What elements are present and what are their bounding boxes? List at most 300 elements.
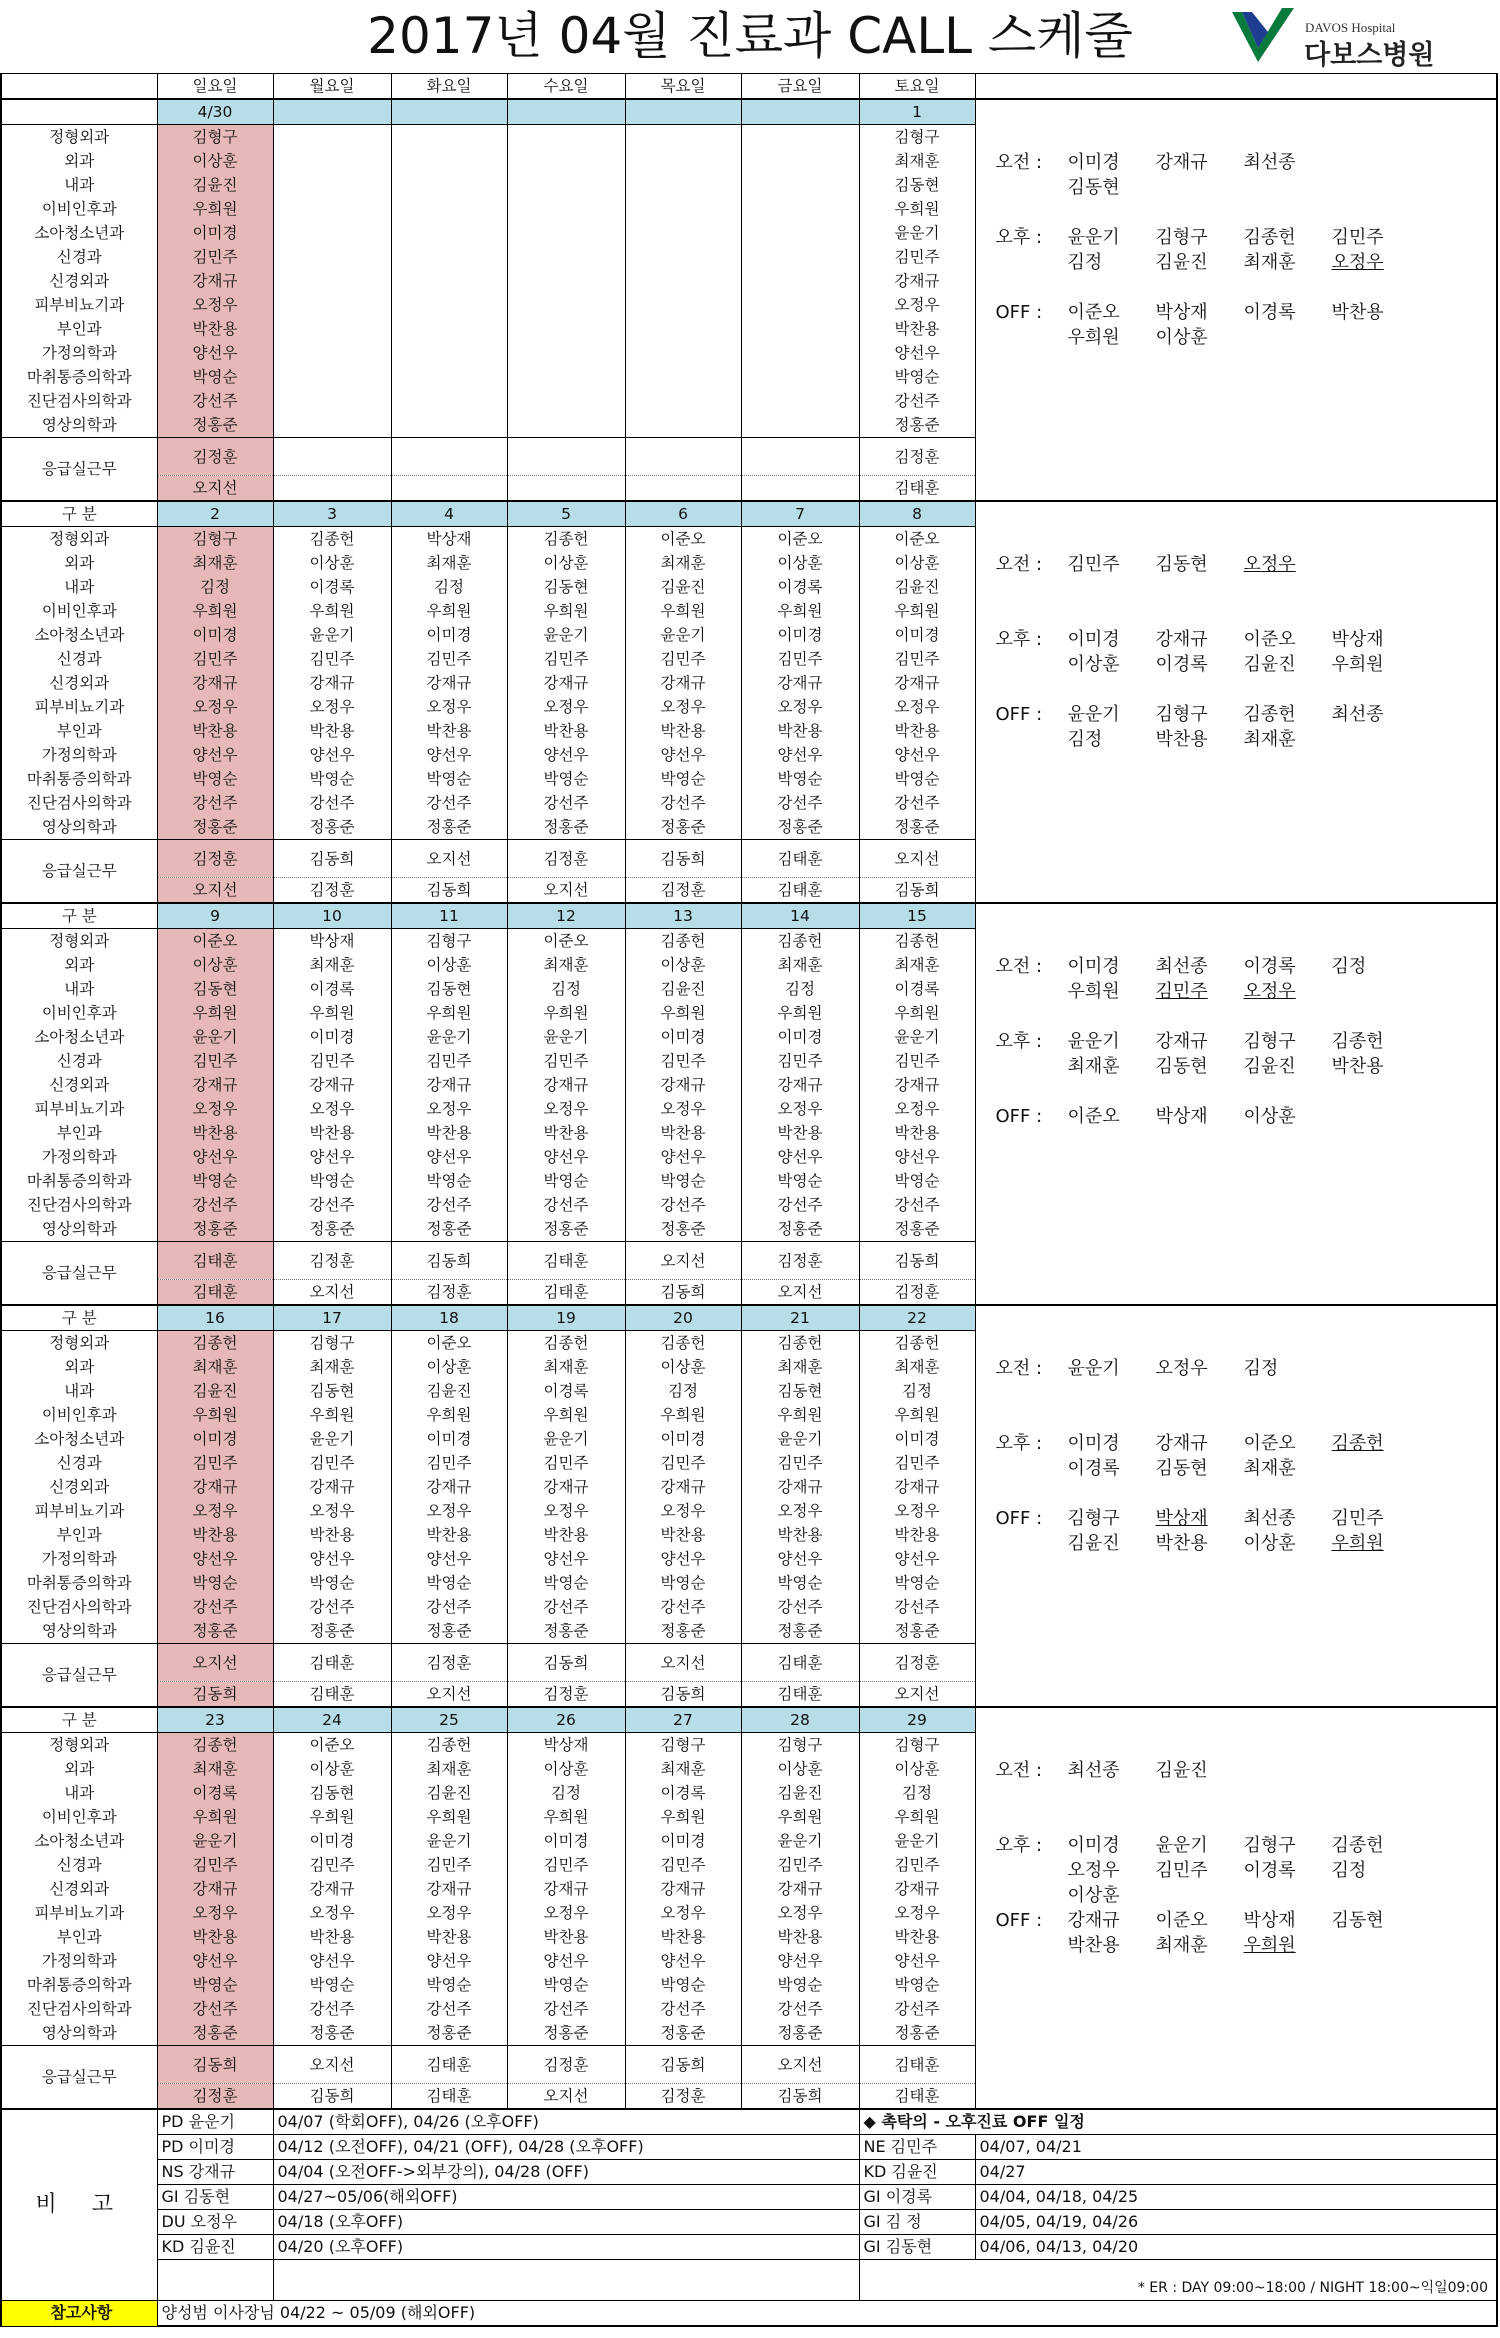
date-cell: 11 — [391, 903, 507, 929]
staff-name: 박찬용 — [1067, 1935, 1120, 1956]
date-cell: 22 — [859, 1305, 975, 1331]
duty-cell: 정홍준 — [859, 815, 975, 840]
duty-cell: 이미경 — [625, 1829, 741, 1853]
er-duty-cell: 김동희 — [157, 1682, 273, 1708]
duty-cell: 김동현 — [507, 575, 625, 599]
staff-name: 박상재 — [1155, 302, 1208, 323]
er-duty-cell: 김태훈 — [859, 2084, 975, 2110]
er-duty-cell: 김태훈 — [391, 2084, 507, 2110]
duty-cell: 박영순 — [507, 1571, 625, 1595]
section-label — [1, 99, 157, 125]
staff-name: 이상훈 — [1243, 1533, 1296, 1554]
date-cell: 3 — [273, 501, 391, 527]
er-duty-cell: 김태훈 — [273, 1682, 391, 1708]
duty-summary — [975, 1707, 1497, 2109]
off-line — [996, 703, 1420, 727]
er-duty-cell: 김태훈 — [859, 2046, 975, 2084]
duty-cell: 김윤진 — [741, 1781, 859, 1805]
duty-cell: 이준오 — [741, 527, 859, 552]
duty-cell: 우희원 — [157, 599, 273, 623]
staff-name: 오정우 — [1155, 1358, 1208, 1379]
duty-cell: 강선주 — [741, 1595, 859, 1619]
duty-cell: 김민주 — [273, 1049, 391, 1073]
duty-cell: 김민주 — [859, 1451, 975, 1475]
pm-line — [996, 1884, 1156, 1908]
duty-cell — [507, 173, 625, 197]
duty-cell: 박영순 — [391, 1973, 507, 1997]
duty-cell — [625, 317, 741, 341]
er-duty-cell: 김태훈 — [741, 1682, 859, 1708]
department-label: 마취통증의학과 — [1, 1169, 157, 1193]
duty-cell: 오정우 — [157, 293, 273, 317]
duty-cell — [507, 245, 625, 269]
duty-cell: 강선주 — [273, 1595, 391, 1619]
duty-cell: 정홍준 — [157, 413, 273, 438]
pm-label: 오후 : — [995, 1835, 1043, 1856]
duty-cell: 양선우 — [625, 743, 741, 767]
department-label: 부인과 — [1, 1523, 157, 1547]
duty-cell: 김민주 — [391, 1049, 507, 1073]
staff-name: 우희원 — [1331, 1533, 1384, 1554]
duty-cell: 이준오 — [625, 527, 741, 552]
er-duty-cell: 김정훈 — [859, 1280, 975, 1306]
staff-name: 우희원 — [1243, 1935, 1296, 1956]
duty-cell — [625, 365, 741, 389]
duty-cell — [391, 149, 507, 173]
department-label: 신경외과 — [1, 1475, 157, 1499]
remark-blank — [273, 2260, 859, 2301]
department-label: 부인과 — [1, 719, 157, 743]
er-duty-cell: 김태훈 — [157, 1280, 273, 1306]
duty-cell: 김형구 — [859, 125, 975, 150]
pm-label: 오후 : — [995, 629, 1043, 650]
duty-cell: 정홍준 — [625, 1619, 741, 1644]
department-label: 외과 — [1, 149, 157, 173]
duty-cell — [741, 173, 859, 197]
duty-cell: 이준오 — [273, 1733, 391, 1758]
er-duty-cell: 김정훈 — [391, 1644, 507, 1682]
duty-cell: 윤운기 — [507, 623, 625, 647]
duty-cell: 김정 — [859, 1781, 975, 1805]
duty-cell: 윤운기 — [391, 1829, 507, 1853]
er-label: 응급실근무 — [1, 840, 157, 904]
staff-name: 최선종 — [1155, 956, 1208, 977]
duty-cell: 김민주 — [741, 647, 859, 671]
department-label: 가정의학과 — [1, 1145, 157, 1169]
duty-cell: 김민주 — [157, 1049, 273, 1073]
duty-cell: 박찬용 — [391, 1121, 507, 1145]
department-label: 신경외과 — [1, 1073, 157, 1097]
staff-name: 이준오 — [1243, 1433, 1296, 1454]
er-label: 응급실근무 — [1, 1644, 157, 1708]
duty-cell: 정홍준 — [391, 2021, 507, 2046]
duty-cell: 김윤진 — [157, 1379, 273, 1403]
corner-cell — [1, 74, 157, 100]
duty-cell: 양선우 — [859, 1949, 975, 1973]
duty-cell: 김민주 — [157, 245, 273, 269]
duty-cell: 정홍준 — [507, 1217, 625, 1242]
duty-cell — [507, 125, 625, 150]
duty-cell: 정홍준 — [157, 815, 273, 840]
duty-cell: 우희원 — [741, 1805, 859, 1829]
duty-cell: 이미경 — [859, 623, 975, 647]
day-header: 수요일 — [507, 74, 625, 100]
consultant-dates: 04/06, 04/13, 04/20 — [975, 2235, 1497, 2260]
off-label: OFF : — [995, 1910, 1043, 1931]
date-cell: 13 — [625, 903, 741, 929]
duty-cell: 박찬용 — [157, 1925, 273, 1949]
duty-cell: 박영순 — [157, 365, 273, 389]
duty-cell: 김민주 — [625, 1853, 741, 1877]
duty-cell: 박찬용 — [741, 1925, 859, 1949]
duty-cell: 김종헌 — [625, 929, 741, 954]
er-duty-cell: 오지선 — [273, 2046, 391, 2084]
duty-cell — [273, 341, 391, 365]
duty-cell: 김윤진 — [625, 977, 741, 1001]
duty-cell: 정홍준 — [625, 1217, 741, 1242]
duty-cell: 김종헌 — [741, 1331, 859, 1356]
date-cell: 8 — [859, 501, 975, 527]
duty-cell — [273, 149, 391, 173]
staff-name: 최재훈 — [1243, 1458, 1296, 1479]
er-duty-cell: 김동희 — [157, 2046, 273, 2084]
duty-cell: 이경록 — [507, 1379, 625, 1403]
staff-name: 윤운기 — [1067, 704, 1120, 725]
staff-name: 이경록 — [1243, 956, 1296, 977]
er-duty-cell: 김동희 — [625, 840, 741, 878]
duty-cell: 이미경 — [625, 1025, 741, 1049]
date-cell: 28 — [741, 1707, 859, 1733]
er-duty-cell: 김태훈 — [507, 1242, 625, 1280]
duty-cell: 오정우 — [507, 1901, 625, 1925]
staff-name: 이상훈 — [1067, 1885, 1120, 1906]
off-label: OFF : — [995, 1106, 1043, 1127]
staff-name: 이미경 — [1067, 152, 1120, 173]
duty-cell: 김민주 — [391, 1451, 507, 1475]
remark-doctor: DU 오정우 — [157, 2210, 273, 2235]
duty-cell: 김민주 — [507, 647, 625, 671]
duty-cell: 김민주 — [625, 1049, 741, 1073]
duty-cell — [391, 221, 507, 245]
duty-cell: 김민주 — [157, 1853, 273, 1877]
duty-cell: 우희원 — [157, 197, 273, 221]
duty-cell: 양선우 — [859, 743, 975, 767]
staff-name: 박찬용 — [1331, 1056, 1384, 1077]
duty-cell: 김동현 — [391, 977, 507, 1001]
duty-cell — [507, 317, 625, 341]
duty-cell: 박영순 — [625, 1973, 741, 1997]
duty-cell — [741, 365, 859, 389]
duty-cell: 우희원 — [741, 599, 859, 623]
staff-name: 박상재 — [1155, 1106, 1208, 1127]
er-duty-cell: 김정훈 — [157, 2084, 273, 2110]
duty-cell: 양선우 — [391, 1949, 507, 1973]
remark-doctor: KD 김윤진 — [157, 2235, 273, 2260]
off-line — [996, 1507, 1420, 1531]
duty-cell — [391, 365, 507, 389]
staff-name: 김종헌 — [1331, 1031, 1384, 1052]
remark-text: 04/27~05/06(해외OFF) — [273, 2185, 859, 2210]
staff-name: 이준오 — [1067, 302, 1120, 323]
duty-cell: 양선우 — [157, 1547, 273, 1571]
duty-cell: 김민주 — [391, 1853, 507, 1877]
duty-cell — [741, 149, 859, 173]
reference-row — [1, 2301, 1497, 2327]
duty-cell: 김정 — [507, 977, 625, 1001]
duty-cell: 우희원 — [273, 599, 391, 623]
date-cell: 12 — [507, 903, 625, 929]
duty-cell: 박영순 — [273, 1571, 391, 1595]
duty-cell: 이상훈 — [859, 1757, 975, 1781]
duty-cell: 박영순 — [741, 1169, 859, 1193]
duty-cell: 최재훈 — [859, 1355, 975, 1379]
duty-cell: 강선주 — [157, 1595, 273, 1619]
department-label: 진단검사의학과 — [1, 1997, 157, 2021]
duty-cell: 정홍준 — [859, 1217, 975, 1242]
staff-name: 김형구 — [1067, 1508, 1120, 1529]
date-cell: 1 — [859, 99, 975, 125]
duty-cell: 김동현 — [741, 1379, 859, 1403]
duty-cell: 강재규 — [273, 1073, 391, 1097]
duty-cell: 이미경 — [391, 623, 507, 647]
duty-cell: 강재규 — [859, 1073, 975, 1097]
staff-name: 이미경 — [1067, 629, 1120, 650]
er-duty-cell: 오지선 — [157, 1644, 273, 1682]
er-duty-cell: 김정훈 — [157, 438, 273, 476]
remark-text: 04/18 (오후OFF) — [273, 2210, 859, 2235]
duty-cell: 양선우 — [273, 1949, 391, 1973]
duty-cell — [741, 341, 859, 365]
duty-cell: 박영순 — [273, 1169, 391, 1193]
duty-cell: 박영순 — [273, 767, 391, 791]
duty-cell: 김민주 — [273, 1853, 391, 1877]
er-duty-cell: 김동희 — [625, 1280, 741, 1306]
staff-name: 박상재 — [1155, 1508, 1208, 1529]
staff-name: 오정우 — [1243, 981, 1296, 1002]
duty-cell: 강재규 — [741, 1877, 859, 1901]
duty-cell: 박찬용 — [625, 1121, 741, 1145]
pm-line — [996, 1432, 1420, 1456]
duty-cell: 박영순 — [625, 1169, 741, 1193]
duty-cell: 우희원 — [157, 1805, 273, 1829]
duty-cell: 김민주 — [391, 647, 507, 671]
duty-cell — [273, 245, 391, 269]
date-cell: 18 — [391, 1305, 507, 1331]
duty-cell: 이상훈 — [507, 1757, 625, 1781]
duty-cell — [625, 173, 741, 197]
staff-name: 강재규 — [1067, 1910, 1120, 1931]
staff-name: 김형구 — [1243, 1031, 1296, 1052]
duty-cell: 김정 — [741, 977, 859, 1001]
summary-box — [976, 1708, 1497, 2108]
off-line — [996, 1909, 1420, 1933]
pm-line — [996, 1834, 1420, 1858]
duty-cell: 오정우 — [273, 1901, 391, 1925]
duty-cell: 양선우 — [507, 1145, 625, 1169]
department-label: 소아청소년과 — [1, 623, 157, 647]
staff-name: 김정 — [1331, 1860, 1367, 1881]
duty-cell: 우희원 — [741, 1403, 859, 1427]
er-duty-cell: 김동희 — [391, 878, 507, 904]
duty-cell: 강선주 — [391, 1193, 507, 1217]
er-duty-cell: 김태훈 — [741, 878, 859, 904]
consultant-doctor: GI 이경록 — [859, 2185, 975, 2210]
duty-cell: 강재규 — [273, 1877, 391, 1901]
duty-cell: 박찬용 — [625, 719, 741, 743]
duty-cell: 김민주 — [507, 1451, 625, 1475]
duty-cell: 최재훈 — [507, 1355, 625, 1379]
duty-cell: 박찬용 — [741, 1523, 859, 1547]
duty-cell: 이미경 — [507, 1829, 625, 1853]
staff-name: 김동현 — [1155, 554, 1208, 575]
page-title: 2017년 04월 진료과 CALL 스케줄 — [367, 7, 1133, 65]
staff-name: 김동현 — [1067, 177, 1120, 198]
er-duty-cell: 김정훈 — [859, 438, 975, 476]
duty-cell: 양선우 — [859, 1145, 975, 1169]
duty-cell: 양선우 — [507, 1949, 625, 1973]
duty-cell: 정홍준 — [741, 1619, 859, 1644]
remark-doctor: GI 김동현 — [157, 2185, 273, 2210]
duty-cell: 강재규 — [859, 1877, 975, 1901]
summary-box — [976, 1306, 1497, 1706]
logo-text-ko: 다보스병원 — [1304, 40, 1435, 71]
duty-cell: 오정우 — [859, 293, 975, 317]
duty-cell: 우희원 — [625, 1403, 741, 1427]
duty-cell: 강재규 — [625, 671, 741, 695]
duty-cell: 박영순 — [391, 767, 507, 791]
duty-cell: 정홍준 — [273, 815, 391, 840]
duty-cell: 양선우 — [157, 1949, 273, 1973]
staff-name: 윤운기 — [1067, 1358, 1120, 1379]
duty-cell: 박찬용 — [391, 1523, 507, 1547]
duty-cell: 박찬용 — [859, 719, 975, 743]
duty-cell: 정홍준 — [507, 2021, 625, 2046]
duty-cell: 김민주 — [507, 1853, 625, 1877]
duty-cell — [391, 317, 507, 341]
am-line — [996, 955, 1420, 979]
staff-name: 김형구 — [1243, 1835, 1296, 1856]
duty-cell: 김동현 — [157, 977, 273, 1001]
duty-cell: 정홍준 — [391, 815, 507, 840]
duty-cell: 오정우 — [859, 1901, 975, 1925]
date-cell: 19 — [507, 1305, 625, 1331]
staff-name: 최선종 — [1243, 152, 1296, 173]
consultant-doctor: GI 김 정 — [859, 2210, 975, 2235]
staff-name: 김동현 — [1331, 1910, 1384, 1931]
staff-name: 김형구 — [1155, 704, 1208, 725]
department-label: 영상의학과 — [1, 815, 157, 840]
staff-name: 김민주 — [1331, 1508, 1384, 1529]
duty-cell: 박영순 — [507, 1973, 625, 1997]
am-line — [996, 1357, 1332, 1381]
duty-cell: 강선주 — [273, 791, 391, 815]
duty-cell — [273, 293, 391, 317]
duty-cell: 김민주 — [859, 245, 975, 269]
duty-cell: 정홍준 — [859, 1619, 975, 1644]
duty-cell: 박영순 — [273, 1973, 391, 1997]
consultant-dates: 04/07, 04/21 — [975, 2135, 1497, 2160]
duty-cell: 김동현 — [273, 1781, 391, 1805]
duty-cell — [507, 293, 625, 317]
department-label: 신경과 — [1, 1451, 157, 1475]
duty-cell: 강재규 — [157, 671, 273, 695]
duty-cell: 박찬용 — [157, 719, 273, 743]
department-label: 외과 — [1, 1757, 157, 1781]
duty-cell: 강선주 — [273, 1997, 391, 2021]
er-duty-cell: 오지선 — [157, 878, 273, 904]
duty-summary — [975, 903, 1497, 1305]
staff-name: 김민주 — [1331, 227, 1384, 248]
duty-cell: 강재규 — [273, 671, 391, 695]
duty-cell: 강재규 — [859, 671, 975, 695]
pm-line — [996, 1030, 1420, 1054]
duty-cell: 오정우 — [859, 695, 975, 719]
day-header: 화요일 — [391, 74, 507, 100]
duty-cell: 박찬용 — [507, 1925, 625, 1949]
duty-cell — [391, 125, 507, 150]
section-label: 구 분 — [1, 903, 157, 929]
er-duty-cell — [391, 438, 507, 476]
er-duty-cell: 김정훈 — [741, 1242, 859, 1280]
er-duty-cell: 김태훈 — [391, 2046, 507, 2084]
department-label: 외과 — [1, 551, 157, 575]
department-label: 피부비뇨기과 — [1, 1097, 157, 1121]
duty-cell: 강선주 — [273, 1193, 391, 1217]
page-header — [0, 0, 1500, 72]
duty-cell: 강재규 — [391, 671, 507, 695]
pm-line — [996, 1457, 1332, 1481]
department-label: 진단검사의학과 — [1, 791, 157, 815]
duty-summary — [975, 99, 1497, 501]
staff-name: 김동현 — [1155, 1056, 1208, 1077]
duty-cell — [625, 125, 741, 150]
er-duty-cell: 김정훈 — [625, 878, 741, 904]
off-line — [996, 301, 1420, 325]
duty-cell: 양선우 — [273, 743, 391, 767]
er-duty-cell — [741, 476, 859, 502]
er-duty-cell — [507, 438, 625, 476]
off-line — [996, 1934, 1332, 1958]
duty-cell: 김정 — [391, 575, 507, 599]
date-cell: 7 — [741, 501, 859, 527]
staff-name: 이준오 — [1243, 629, 1296, 650]
consultant-dates: 04/27 — [975, 2160, 1497, 2185]
summary-box — [976, 904, 1497, 1304]
duty-cell: 김윤진 — [391, 1781, 507, 1805]
department-label: 이비인후과 — [1, 1805, 157, 1829]
duty-cell: 이미경 — [859, 1427, 975, 1451]
department-label: 외과 — [1, 953, 157, 977]
staff-name: 김윤진 — [1155, 252, 1208, 273]
duty-cell: 김민주 — [507, 1049, 625, 1073]
duty-cell: 이상훈 — [625, 953, 741, 977]
duty-cell: 양선우 — [741, 1145, 859, 1169]
duty-cell — [625, 149, 741, 173]
duty-cell: 윤운기 — [157, 1025, 273, 1049]
duty-cell: 오정우 — [859, 1097, 975, 1121]
duty-cell: 이미경 — [157, 1427, 273, 1451]
day-header-row — [1, 74, 1497, 100]
duty-cell: 정홍준 — [741, 1217, 859, 1242]
duty-cell: 정홍준 — [157, 1217, 273, 1242]
duty-cell: 양선우 — [507, 1547, 625, 1571]
duty-cell — [507, 389, 625, 413]
duty-cell: 오정우 — [741, 1901, 859, 1925]
duty-cell: 강선주 — [157, 1193, 273, 1217]
duty-cell: 양선우 — [157, 341, 273, 365]
off-label: OFF : — [995, 1508, 1043, 1529]
department-label: 내과 — [1, 1379, 157, 1403]
